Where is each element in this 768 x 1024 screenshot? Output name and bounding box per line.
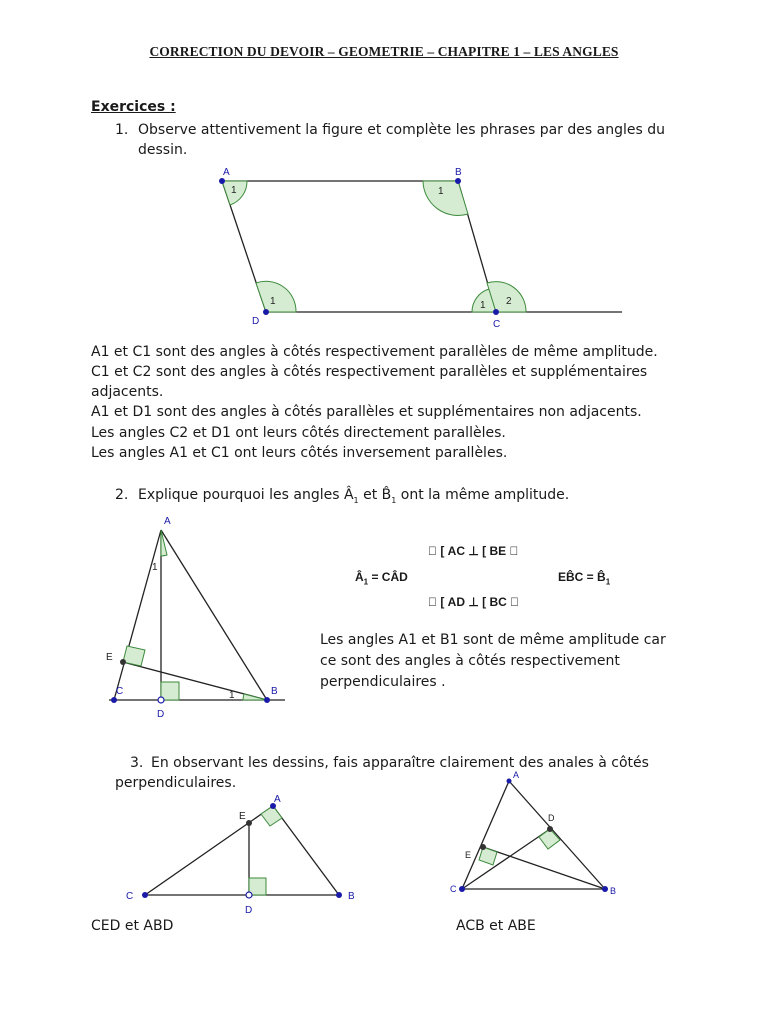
q1-answer-3: adjacents. [91, 384, 164, 400]
label-b: B [271, 686, 278, 697]
parallelogram-figure [0, 0, 768, 340]
section-heading: Exercices : [91, 99, 176, 115]
right-angle-d [249, 878, 266, 895]
q3-number: 3. [130, 755, 144, 771]
svg-text:E: E [239, 811, 246, 822]
point-c [493, 309, 499, 315]
label-e: E [106, 652, 113, 663]
q1-answer-5: Les angles C2 et D1 ont leurs côtés directement parallèles. [91, 425, 506, 441]
q2-explanation-1: Les angles A1 et B1 sont de même amplitude car [320, 632, 666, 648]
q2-angle-a: Â [343, 487, 354, 503]
q2-number: 2. [115, 487, 129, 503]
svg-text:E: E [465, 850, 472, 860]
q3-text-line2: perpendiculaires. [115, 775, 237, 791]
q1-text-line2: dessin. [138, 142, 188, 158]
svg-text:A: A [513, 770, 520, 780]
svg-text:C: C [126, 891, 134, 902]
q1-answer-1: A1 et C1 sont des angles à côtés respectivement parallèles de même amplitude. [91, 344, 658, 360]
label-angle-a1: 1 [231, 185, 237, 196]
q3-text-line1: En observant les dessins, fais apparaître clairement des anales à côtés [151, 755, 649, 771]
point-a [219, 178, 225, 184]
label-angle-d1: 1 [270, 296, 276, 307]
angle-arc-b1 [423, 181, 468, 215]
label-d: D [252, 316, 260, 327]
label-a: A [223, 167, 230, 178]
svg-text:B: B [610, 886, 617, 896]
svg-text:D: D [548, 813, 555, 823]
q1-answer-4: A1 et D1 sont des angles à côtés parallèles et supplémentaires non adjacents. [91, 404, 642, 420]
label-c: C [116, 686, 124, 697]
right-angle-d [539, 829, 560, 849]
right-angle-d [161, 682, 179, 700]
label-d: D [157, 709, 165, 720]
q1-answer-2: C1 et C2 sont des angles à côtés respectivement parallèles et supplémentaires [91, 364, 648, 380]
label-angle-b1: 1 [229, 690, 235, 701]
triangle-figure-q3-left [118, 786, 370, 918]
triangle-figure-q3-right [450, 766, 630, 906]
q2-explanation-3: perpendiculaires . [320, 674, 446, 690]
label-angle-c2: 2 [506, 296, 512, 307]
angle-arc-d1 [256, 281, 296, 312]
q2-text: Explique pourquoi les angles $Â_1$ et $B̂_1$ ont la même amplitude. [138, 487, 570, 505]
right-angle-a [261, 806, 282, 826]
formula-right: EB̂C = $B̂_1$ [558, 570, 611, 587]
svg-text:D: D [245, 905, 253, 916]
triangle-figure-q2 [95, 508, 295, 723]
q1-text-line1: Observe attentivement la figure et complète les phrases par des angles du [138, 122, 665, 138]
q2-angle-b: B̂ [381, 487, 392, 503]
q2-explanation-2: ce sont des angles à côtés respectivement [320, 653, 620, 669]
label-angle-b1: 1 [438, 186, 444, 197]
formula-left: $Â_1$ = CÂD [355, 570, 408, 587]
svg-text:C: C [450, 884, 457, 894]
label-angle-c1: 1 [480, 300, 486, 311]
right-angle-e [123, 646, 145, 666]
page-title: CORRECTION DU DEVOIR – GEOMETRIE – CHAPITRE 1 – LES ANGLES [149, 44, 619, 59]
svg-text:A: A [274, 794, 281, 805]
q3-answer-left: CED et ABD [91, 918, 174, 934]
label-a: A [164, 516, 171, 527]
label-c: C [493, 319, 501, 330]
label-angle-a1: 1 [152, 562, 158, 573]
point-d [263, 309, 269, 315]
svg-text:B: B [348, 891, 355, 902]
formula-top: [ AC ⊥ [ BE [428, 544, 494, 558]
q1-number: 1. [115, 122, 129, 138]
formula-bottom: [ AD ⊥ [ BC [428, 595, 494, 609]
q1-answer-6: Les angles A1 et C1 ont leurs côtés inversement parallèles. [91, 445, 508, 461]
q3-answer-right: ACB et ABE [456, 918, 536, 934]
label-b: B [455, 167, 462, 178]
point-b [455, 178, 461, 184]
